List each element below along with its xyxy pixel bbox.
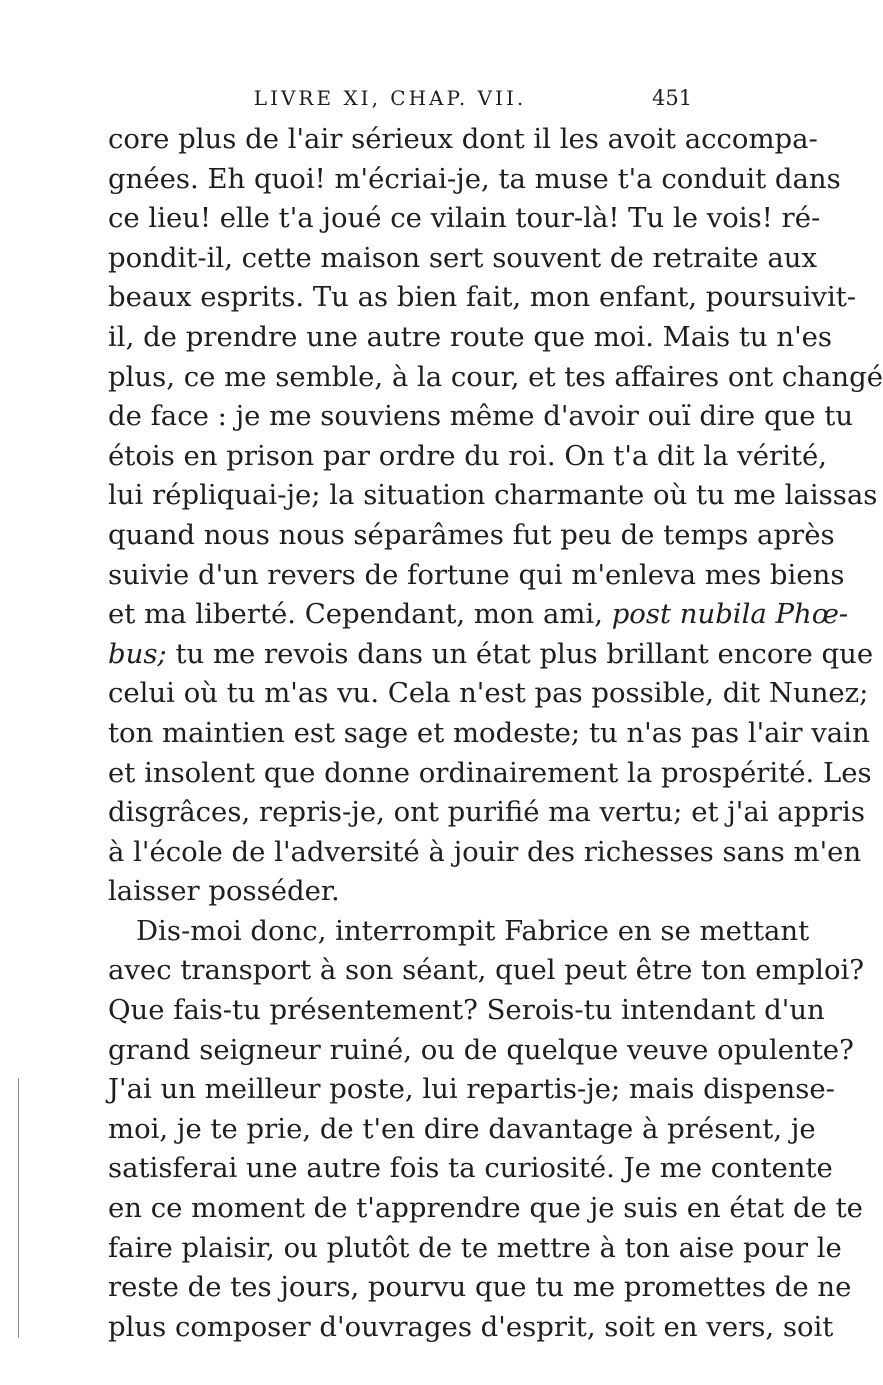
text-line: plus, ce me semble, à la cour, et tes affaires ont changé (108, 360, 883, 393)
text-line: suivie d'un revers de fortune qui m'enleva mes biens (108, 558, 845, 591)
text-line: moi, je te prie, de t'en dire davantage à présent, je (108, 1112, 816, 1145)
text-line: quand nous nous séparâmes fut peu de temps après (108, 518, 835, 551)
text-line: celui où tu m'as vu. Cela n'est pas possible, dit Nunez; (108, 677, 869, 710)
text-line: étois en prison par ordre du roi. On t'a dit la vérité, (108, 439, 828, 472)
text-line: satisferai une autre fois ta curiosité. Je me contente (108, 1152, 833, 1185)
text-line: grand seigneur ruiné, ou de quelque veuve opulente? (108, 1033, 854, 1066)
text-line: en ce moment de t'apprendre que je suis en état de te (108, 1192, 863, 1225)
running-head: LIVRE XI, CHAP. VII. (253, 86, 527, 110)
text-line: lui répliquai-je; la situation charmante où tu me laissas (108, 479, 878, 512)
text-line: avec transport à son séant, quel peut être ton emploi? (108, 954, 865, 987)
text-line: ce lieu! elle t'a joué ce vilain tour-là! Tu le vois! ré- (108, 202, 821, 235)
text-line: faire plaisir, ou plutôt de te mettre à ton aise pour le (108, 1231, 842, 1264)
text-line: et insolent que donne ordinairement la prospérité. Les (108, 756, 872, 789)
latin-quote-end: bus; (108, 637, 167, 670)
text-line: plus composer d'ouvrages d'esprit, soit en vers, soit (108, 1310, 834, 1343)
text-line: de face : je me souviens même d'avoir ouï dire que tu (108, 400, 854, 433)
text-line: Que fais-tu présentement? Serois-tu intendant d'un (108, 994, 825, 1027)
paragraph-start-line: Dis-moi donc, interrompit Fabrice en se mettant (136, 914, 810, 947)
latin-quote: post nubila Phœ- (611, 598, 849, 631)
text-line: core plus de l'air sérieux dont il les avoit accompa- (108, 123, 818, 155)
text-line: à l'école de l'adversité à jouir des richesses sans m'en (108, 835, 862, 868)
binding-edge-line (18, 1078, 19, 1338)
text-line-latin-quote (108, 595, 849, 635)
text-line: disgrâces, repris-je, ont purifié ma vertu; et j'ai appris (108, 796, 865, 829)
text-line: reste de tes jours, pourvu que tu me promettes de ne (108, 1271, 852, 1304)
paragraph-end-line: laisser posséder. (108, 875, 340, 908)
text-segment: et ma liberté. Cependant, mon ami, (108, 598, 612, 631)
text-line: ton maintien est sage et modeste; tu n'as pas l'air vain (108, 716, 870, 749)
text-line: pondit-il, cette maison sert souvent de retraite aux (108, 241, 817, 274)
page-number: 451 (652, 86, 693, 110)
text-line: J'ai un meilleur poste, lui repartis-je; mais dispense- (108, 1073, 835, 1106)
text-segment: tu me revois dans un état plus brillant encore que (166, 637, 874, 670)
body-text (108, 120, 883, 1347)
text-line-latin-quote-end (108, 635, 874, 675)
text-line: gnées. Eh quoi! m'écriai-je, ta muse t'a conduit dans (108, 162, 841, 195)
text-line: beaux esprits. Tu as bien fait, mon enfant, poursuivit- (108, 281, 857, 314)
text-line: il, de prendre une autre route que moi. Mais tu n'es (108, 320, 833, 353)
